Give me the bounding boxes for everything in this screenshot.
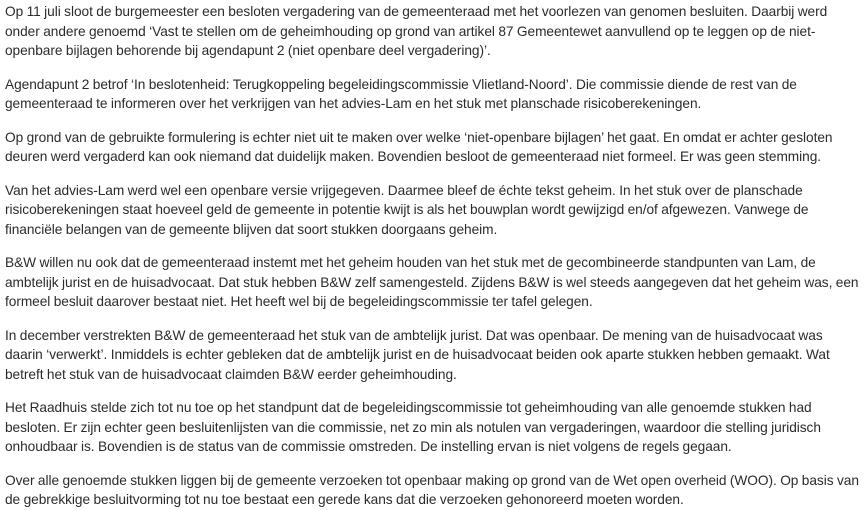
paragraph-8: Over alle genoemde stukken liggen bij de gemeente verzoeken tot openbaar making op grond van de Wet open overheid (WOO). Op basis van de gebrekkige besluitvorming tot nu toe bestaat een gerede kans dat die verzoeken gehonoreerd moeten worden. xyxy=(5,472,859,507)
paragraph-1: Op 11 juli sloot de burgemeester een besloten vergadering van de gemeenteraad met het voorlezen van genomen besluiten. Daarbij werd onder andere genoemd ‘Vast te stellen om de geheimhouding op grond van artikel 87 Gemeentewet aanvullend op te leggen op de niet-openbare bijlagen behorende bij agendapunt 2 (niet openbare deel vergadering)’. xyxy=(5,4,828,58)
paragraph-7: Het Raadhuis stelde zich tot nu toe op het standpunt dat de begeleidingscommissie tot geheimhouding van alle genoemde stukken had besloten. Er zijn echter geen besluitenlijsten van die commissie, net zo min als notulen van vergaderingen, waardoor die stelling juridisch onhoudbaar is. Bovendien is de status van de commissie omstreden. De instelling ervan is niet volgens de regels gegaan. xyxy=(5,400,821,454)
paragraph-4: Van het advies-Lam werd wel een openbare versie vrijgegeven. Daarmee bleef de échte tekst geheim. In het stuk over de planschade risicoberekeningen staat hoeveel geld de gemeente in potentie kwijt is als het bouwplan wordt gewijzigd en/of afgewezen. Vanwege de financiële belangen van de gemeente blijven dat soort stukken doorgaans geheim. xyxy=(5,182,809,237)
paragraph-2: Agendapunt 2 betrof ‘In beslotenheid: Terugkoppeling begeleidingscommissie Vlietland-Noord’. Die commissie diende de rest van de gemeenteraad te informeren over het verkrijgen van het advies-Lam en het stuk met planschade risicoberekeningen. xyxy=(5,76,797,111)
paragraph-5: B&W willen nu ook dat de gemeenteraad instemt met het geheim houden van het stuk met de gecombineerde standpunten van Lam, de ambtelijk jurist en de huisadvocaat. Dat stuk hebben B&W zelf samengesteld. Zijdens B&W is wel steeds aangegeven dat het geheim was, een formeel besluit daarover bestaat niet. Het heeft wel bij de begeleidingscommissie ter tafel gelegen. xyxy=(5,255,859,309)
article-body xyxy=(5,2,861,510)
paragraph-3: Op grond van de gebruikte formulering is echter niet uit te maken over welke ‘niet-openbare bijlagen’ het gaat. En omdat er achter gesloten deuren werd vergaderd kan ook niemand dat duidelijk maken. Bovendien besloot de gemeenteraad niet formeel. Er was geen stemming. xyxy=(5,129,833,164)
paragraph-6: In december verstrekten B&W de gemeenteraad het stuk van de ambtelijk jurist. Dat was openbaar. De mening van de huisadvocaat was daarin ‘verwerkt’. Inmiddels is echter gebleken dat de ambtelijk jurist en de huisadvocaat beiden ook aparte stukken hebben gemaakt. Wat betreft het stuk van de huisadvocaat claimden B&W eerder geheimhouding. xyxy=(5,327,830,382)
